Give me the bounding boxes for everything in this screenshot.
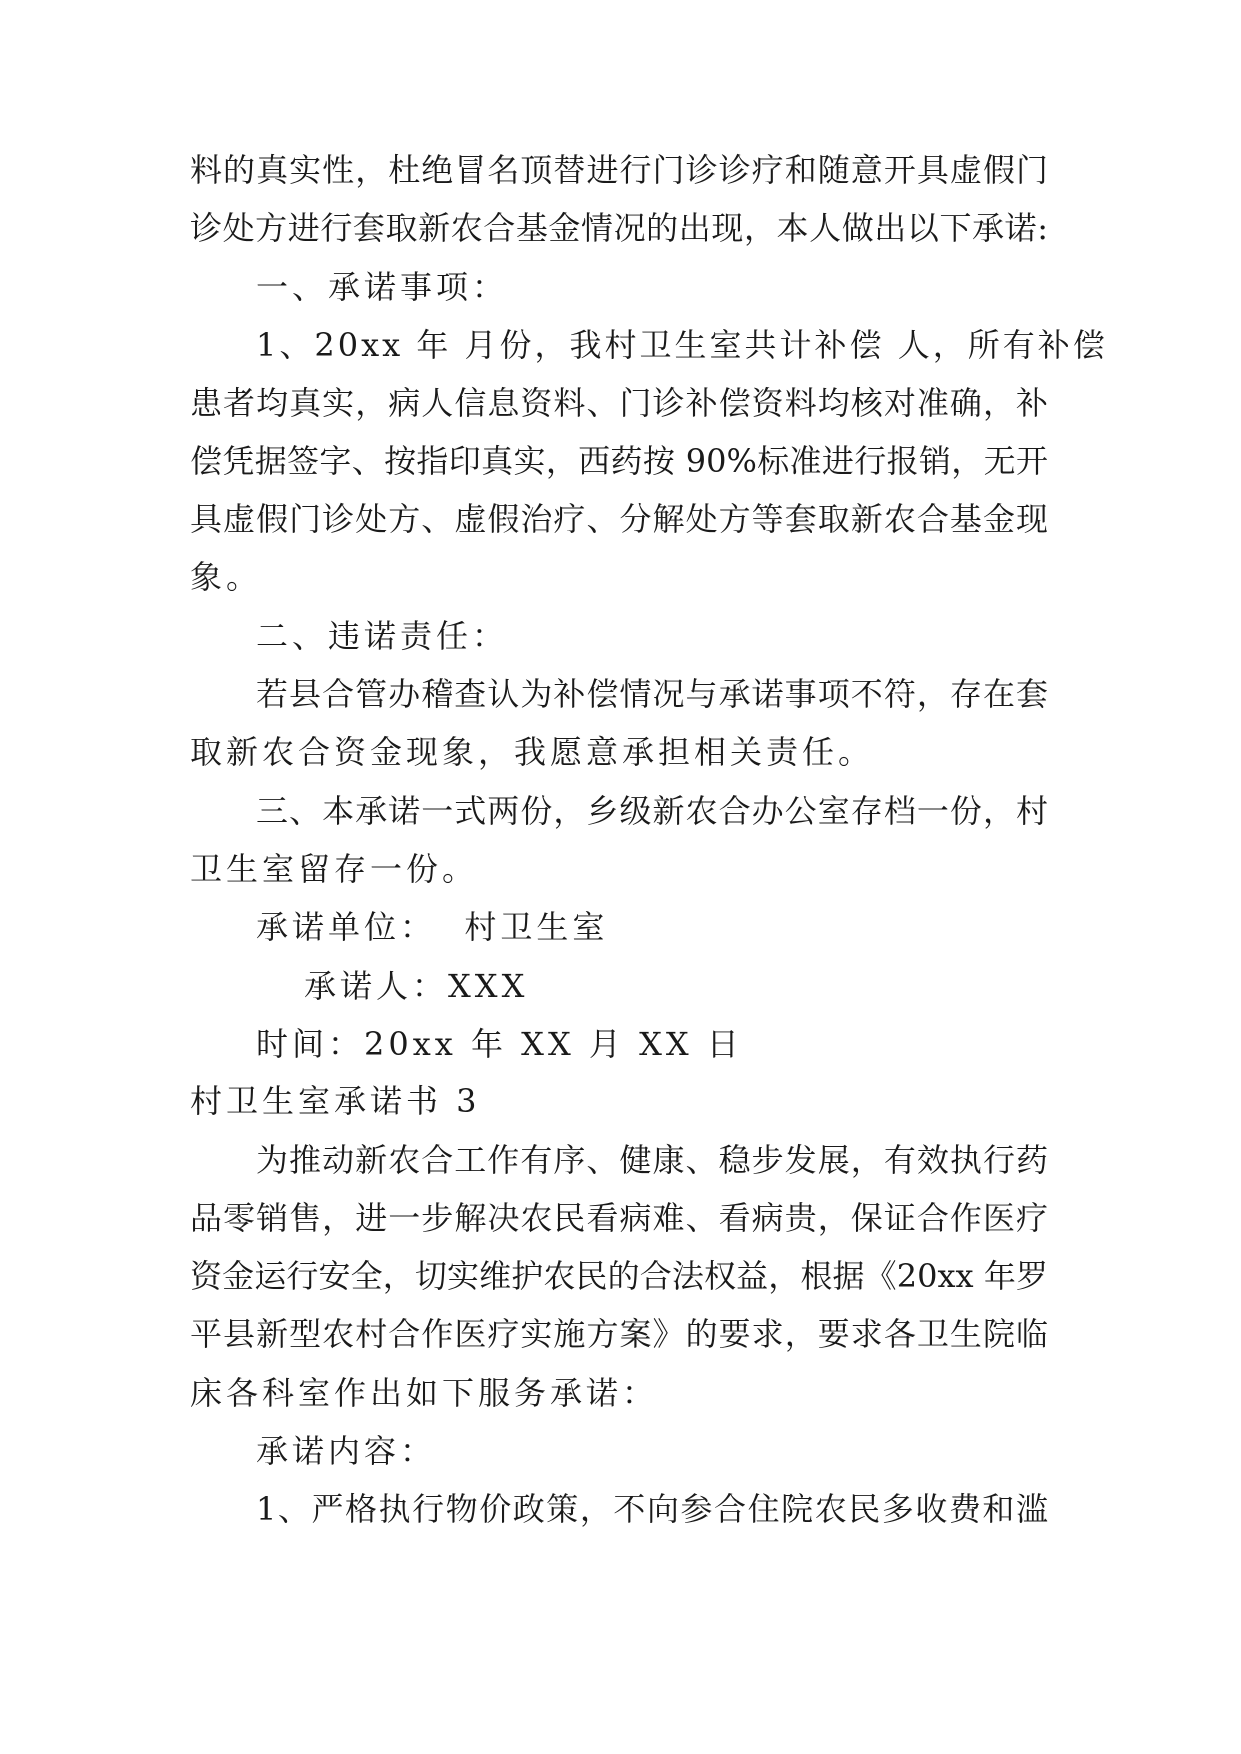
body-text-line: 料的真实性，杜绝冒名顶替进行门诊诊疗和随意开具虚假门 <box>190 151 1048 189</box>
body-text-line: 卫生室留存一份。 <box>190 850 479 888</box>
body-text-line: 平县新型农村合作医疗实施方案》的要求，要求各卫生院临 <box>190 1315 1048 1353</box>
body-text-line: 床各科室作出如下服务承诺： <box>190 1374 659 1412</box>
body-text-line: 资金运行安全，切实维护农民的合法权益，根据《20xx 年罗 <box>190 1257 1048 1295</box>
section-heading: 三、本承诺一式两份，乡级新农合办公室存档一份，村 <box>256 792 1048 830</box>
body-text-line: 偿凭据签字、按指印真实，西药按 90%标准进行报销，无开 <box>190 442 1048 480</box>
body-text-line: 患者均真实，病人信息资料、门诊补偿资料均核对准确，补 <box>190 384 1048 422</box>
body-text-line: 象。 <box>190 558 263 596</box>
body-text-line: 1、20xx 年 月份，我村卫生室共计补偿 人，所有补偿 <box>256 326 1108 364</box>
body-text-line: 若县合管办稽查认为补偿情况与承诺事项不符，存在套 <box>256 675 1048 713</box>
body-text-line: 诊处方进行套取新农合基金情况的出现，本人做出以下承诺: <box>190 209 1048 247</box>
section-heading: 二、违诺责任： <box>256 617 509 655</box>
signature-unit: 承诺单位： 村卫生室 <box>256 908 609 946</box>
body-text-line: 为推动新农合工作有序、健康、稳步发展，有效执行药 <box>256 1141 1048 1179</box>
document-title: 村卫生室承诺书 3 <box>190 1082 481 1120</box>
body-text-line: 品零销售，进一步解决农民看病难、看病贵，保证合作医疗 <box>190 1199 1048 1237</box>
body-text-line: 具虚假门诊处方、虚假治疗、分解处方等套取新农合基金现 <box>190 500 1048 538</box>
section-heading: 承诺内容： <box>256 1432 437 1470</box>
body-text-line: 取新农合资金现象，我愿意承担相关责任。 <box>190 733 875 771</box>
signature-date: 时间：20xx 年 XX 月 XX 日 <box>256 1025 743 1063</box>
section-heading: 一、承诺事项： <box>256 268 509 306</box>
signature-person: 承诺人：XXX <box>304 967 529 1005</box>
body-text-line: 1、严格执行物价政策，不向参合住院农民多收费和滥 <box>256 1490 1048 1528</box>
